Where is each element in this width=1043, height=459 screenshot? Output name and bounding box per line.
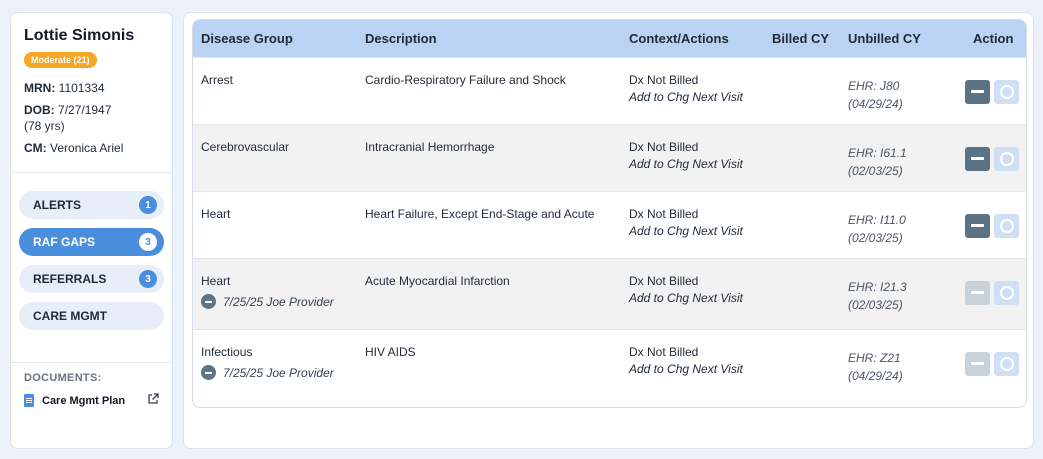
minus-circle-icon[interactable]	[201, 294, 216, 309]
context-action: Add to Chg Next Visit	[629, 224, 743, 238]
row-actions	[965, 214, 1019, 238]
provider-note	[201, 294, 334, 309]
nav-item-care-mgmt[interactable]	[19, 302, 164, 330]
cell-description: Heart Failure, Except End-Stage and Acute	[365, 207, 595, 221]
context-status: Dx Not Billed	[629, 73, 699, 87]
cell-context	[629, 140, 743, 171]
cell-disease-group	[201, 345, 334, 380]
nav-item-raf-gaps[interactable]	[19, 228, 164, 256]
header-context[interactable]: Context/Actions	[629, 31, 729, 46]
header-action: Action	[973, 31, 1014, 46]
documents-section	[11, 363, 172, 417]
clock-icon[interactable]	[994, 80, 1019, 104]
provider-note	[201, 365, 334, 380]
nav-item-label: ALERTS	[33, 198, 81, 212]
patient-name: Lottie Simonis	[24, 27, 135, 44]
documents-label: DOCUMENTS:	[24, 372, 102, 384]
cell-unbilled	[848, 349, 903, 385]
remove-button[interactable]	[965, 147, 990, 171]
cell-context	[629, 274, 743, 305]
row-actions	[965, 80, 1019, 104]
disease-group-label: Infectious	[201, 345, 253, 359]
sidebar-nav	[11, 173, 172, 363]
provider-note-text: 7/25/25 Joe Provider	[223, 365, 334, 380]
remove-button[interactable]	[965, 352, 990, 376]
cell-disease-group	[201, 274, 334, 309]
header-description[interactable]: Description	[365, 31, 437, 46]
cell-context	[629, 207, 743, 238]
clock-icon[interactable]	[994, 214, 1019, 238]
cell-context	[629, 345, 743, 376]
provider-note-text: 7/25/25 Joe Provider	[223, 294, 334, 309]
cell-unbilled	[848, 211, 906, 247]
context-action: Add to Chg Next Visit	[629, 90, 743, 104]
cell-disease-group: Heart	[201, 207, 231, 221]
context-status: Dx Not Billed	[629, 274, 699, 288]
header-billed-cy[interactable]: Billed CY	[772, 31, 830, 46]
raf-gaps-count-badge: 3	[139, 233, 157, 251]
cm-line	[24, 140, 159, 156]
cell-unbilled	[848, 77, 903, 113]
patient-summary	[11, 13, 172, 173]
unbilled-code: EHR: Z21	[848, 351, 901, 365]
cm-value: Veronica Ariel	[50, 141, 124, 155]
unbilled-code: EHR: J80	[848, 79, 900, 93]
cell-unbilled	[848, 144, 907, 180]
clock-icon[interactable]	[994, 147, 1019, 171]
unbilled-code: EHR: I11.0	[848, 213, 906, 227]
remove-button[interactable]	[965, 80, 990, 104]
cell-disease-group: Arrest	[201, 73, 234, 87]
nav-item-label: REFERRALS	[33, 272, 107, 286]
nav-item-label: CARE MGMT	[33, 309, 107, 323]
unbilled-code: EHR: I21.3	[848, 280, 907, 294]
nav-item-referrals[interactable]	[19, 265, 164, 293]
external-link-icon[interactable]	[147, 393, 159, 408]
nav-item-label: RAF GAPS	[33, 235, 96, 249]
mrn-line	[24, 80, 159, 96]
table-header	[193, 20, 1026, 57]
cell-description: Acute Myocardial Infarction	[365, 274, 510, 288]
disease-group-label: Heart	[201, 274, 231, 288]
table-row	[193, 191, 1026, 258]
header-disease-group[interactable]: Disease Group	[201, 31, 293, 46]
risk-badge: Moderate (21)	[24, 52, 97, 68]
dob-value: 7/27/1947	[58, 103, 112, 117]
context-action: Add to Chg Next Visit	[629, 362, 743, 376]
raf-gaps-table	[192, 19, 1027, 408]
context-action: Add to Chg Next Visit	[629, 291, 743, 305]
clock-icon[interactable]	[994, 281, 1019, 305]
alerts-count-badge: 1	[139, 196, 157, 214]
cell-description: HIV AIDS	[365, 345, 416, 359]
cell-description: Intracranial Hemorrhage	[365, 140, 495, 154]
context-status: Dx Not Billed	[629, 207, 699, 221]
unbilled-code: EHR: I61.1	[848, 146, 907, 160]
unbilled-date: (02/03/25)	[848, 231, 903, 245]
cell-unbilled	[848, 278, 907, 314]
mrn-label: MRN:	[24, 81, 56, 95]
row-actions	[965, 352, 1019, 376]
unbilled-date: (04/29/24)	[848, 97, 903, 111]
remove-button[interactable]	[965, 281, 990, 305]
document-icon	[24, 394, 34, 407]
row-actions	[965, 147, 1019, 171]
cm-label: CM:	[24, 141, 47, 155]
context-status: Dx Not Billed	[629, 140, 699, 154]
cell-context	[629, 73, 743, 104]
care-mgmt-plan-link[interactable]	[24, 393, 159, 408]
table-row	[193, 57, 1026, 124]
header-unbilled-cy[interactable]: Unbilled CY	[848, 31, 921, 46]
cell-disease-group: Cerebrovascular	[201, 140, 290, 154]
context-action: Add to Chg Next Visit	[629, 157, 743, 171]
unbilled-date: (02/03/25)	[848, 298, 903, 312]
mrn-value: 1101334	[58, 81, 105, 95]
table-row	[193, 258, 1026, 329]
unbilled-date: (04/29/24)	[848, 369, 903, 383]
context-status: Dx Not Billed	[629, 345, 699, 359]
row-actions	[965, 281, 1019, 305]
minus-circle-icon[interactable]	[201, 365, 216, 380]
main-panel	[183, 12, 1034, 449]
dob-label: DOB:	[24, 103, 55, 117]
age-value: (78 yrs)	[24, 119, 65, 133]
cell-description: Cardio-Respiratory Failure and Shock	[365, 73, 566, 87]
dob-line	[24, 102, 159, 118]
referrals-count-badge: 3	[139, 270, 157, 288]
table-row	[193, 329, 1026, 400]
clock-icon[interactable]	[994, 352, 1019, 376]
doc-link-label: Care Mgmt Plan	[42, 394, 126, 407]
remove-button[interactable]	[965, 214, 990, 238]
unbilled-date: (02/03/25)	[848, 164, 903, 178]
nav-item-alerts[interactable]	[19, 191, 164, 219]
table-row	[193, 124, 1026, 191]
patient-sidebar	[10, 12, 173, 449]
